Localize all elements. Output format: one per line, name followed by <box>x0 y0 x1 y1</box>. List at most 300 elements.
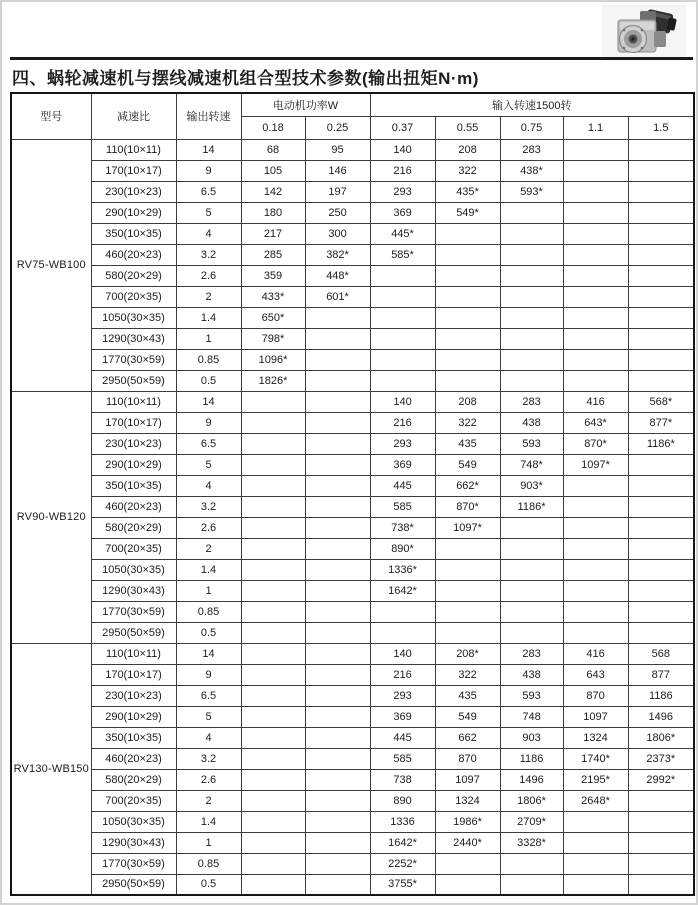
table-row <box>11 202 694 223</box>
torque-value-cell: 140 <box>370 391 435 412</box>
torque-value-cell <box>628 811 694 832</box>
ratio-cell: 460(20×23) <box>91 244 176 265</box>
torque-value-cell: 105 <box>241 160 305 181</box>
torque-value-cell <box>563 349 628 370</box>
torque-value-cell: 748 <box>500 706 563 727</box>
table-row <box>11 328 694 349</box>
torque-value-cell <box>628 517 694 538</box>
table-row <box>11 433 694 454</box>
torque-value-cell <box>241 538 305 559</box>
torque-value-cell <box>370 370 435 391</box>
torque-value-cell: 1336* <box>370 559 435 580</box>
table-row <box>11 244 694 265</box>
torque-value-cell <box>305 790 370 811</box>
output-speed-cell: 3.2 <box>176 496 241 517</box>
header-row-top <box>11 93 694 116</box>
torque-value-cell <box>500 853 563 874</box>
torque-value-cell <box>305 412 370 433</box>
torque-value-cell: 438* <box>500 160 563 181</box>
torque-value-cell: 438 <box>500 412 563 433</box>
output-speed-cell: 9 <box>176 412 241 433</box>
torque-value-cell <box>563 139 628 160</box>
torque-value-cell <box>241 517 305 538</box>
header-input-speed: 输入转速1500转 <box>370 93 694 116</box>
torque-value-cell <box>500 601 563 622</box>
torque-value-cell <box>628 286 694 307</box>
torque-value-cell <box>563 622 628 643</box>
torque-value-cell <box>563 370 628 391</box>
torque-value-cell <box>628 328 694 349</box>
torque-value-cell: 662 <box>435 727 500 748</box>
output-speed-cell: 6.5 <box>176 433 241 454</box>
torque-value-cell: 738* <box>370 517 435 538</box>
ratio-cell: 580(20×29) <box>91 265 176 286</box>
torque-value-cell <box>305 727 370 748</box>
torque-value-cell <box>241 475 305 496</box>
torque-value-cell: 877 <box>628 664 694 685</box>
table-row <box>11 580 694 601</box>
torque-value-cell <box>305 748 370 769</box>
torque-value-cell <box>563 475 628 496</box>
ratio-cell: 290(10×29) <box>91 454 176 475</box>
torque-value-cell <box>563 160 628 181</box>
torque-value-cell <box>563 853 628 874</box>
ratio-cell: 290(10×29) <box>91 706 176 727</box>
torque-value-cell <box>305 559 370 580</box>
torque-value-cell <box>500 538 563 559</box>
torque-value-cell <box>435 853 500 874</box>
table-row <box>11 706 694 727</box>
ratio-cell: 230(10×23) <box>91 433 176 454</box>
output-speed-cell: 1 <box>176 328 241 349</box>
model-cell: RV90-WB120 <box>11 391 91 643</box>
output-speed-cell: 0.85 <box>176 853 241 874</box>
torque-value-cell <box>305 433 370 454</box>
torque-value-cell <box>500 874 563 895</box>
torque-value-cell: 445* <box>370 223 435 244</box>
torque-value-cell <box>241 580 305 601</box>
torque-value-cell <box>563 202 628 223</box>
torque-value-cell <box>305 370 370 391</box>
torque-value-cell: 180 <box>241 202 305 223</box>
torque-value-cell: 549* <box>435 202 500 223</box>
torque-value-cell: 549 <box>435 706 500 727</box>
ratio-cell: 1770(30×59) <box>91 853 176 874</box>
torque-value-cell <box>370 349 435 370</box>
torque-value-cell <box>628 601 694 622</box>
torque-value-cell: 216 <box>370 412 435 433</box>
torque-value-cell <box>563 223 628 244</box>
top-rule-divider <box>10 57 693 60</box>
torque-value-cell <box>563 265 628 286</box>
torque-value-cell: 870 <box>435 748 500 769</box>
torque-value-cell <box>563 811 628 832</box>
output-speed-cell: 9 <box>176 160 241 181</box>
header-power-col: 1.5 <box>628 116 694 139</box>
output-speed-cell: 3.2 <box>176 748 241 769</box>
table-header <box>11 93 694 139</box>
torque-value-cell: 2648* <box>563 790 628 811</box>
torque-value-cell <box>241 874 305 895</box>
torque-value-cell: 438 <box>500 664 563 685</box>
torque-value-cell <box>500 370 563 391</box>
ratio-cell: 580(20×29) <box>91 517 176 538</box>
torque-value-cell <box>435 223 500 244</box>
torque-value-cell <box>563 181 628 202</box>
torque-value-cell: 593* <box>500 181 563 202</box>
torque-value-cell <box>435 265 500 286</box>
model-group <box>11 139 694 391</box>
output-speed-cell: 4 <box>176 727 241 748</box>
torque-value-cell: 285 <box>241 244 305 265</box>
torque-value-cell <box>305 874 370 895</box>
torque-value-cell: 585* <box>370 244 435 265</box>
table-row <box>11 811 694 832</box>
output-speed-cell: 2.6 <box>176 265 241 286</box>
torque-value-cell <box>241 685 305 706</box>
torque-value-cell <box>241 748 305 769</box>
output-speed-cell: 5 <box>176 202 241 223</box>
torque-value-cell <box>241 601 305 622</box>
header-ratio: 减速比 <box>91 93 176 139</box>
table-row <box>11 664 694 685</box>
torque-value-cell: 1642* <box>370 832 435 853</box>
torque-value-cell <box>305 454 370 475</box>
torque-value-cell: 1097* <box>563 454 628 475</box>
output-speed-cell: 2.6 <box>176 517 241 538</box>
torque-value-cell: 322 <box>435 664 500 685</box>
torque-value-cell: 369 <box>370 706 435 727</box>
table-row <box>11 475 694 496</box>
header-power-col: 0.55 <box>435 116 500 139</box>
torque-value-cell <box>628 307 694 328</box>
torque-value-cell: 68 <box>241 139 305 160</box>
torque-value-cell <box>628 853 694 874</box>
torque-value-cell: 1496 <box>500 769 563 790</box>
torque-value-cell: 142 <box>241 181 305 202</box>
output-speed-cell: 3.2 <box>176 244 241 265</box>
torque-value-cell <box>241 664 305 685</box>
table-row <box>11 832 694 853</box>
torque-value-cell: 1097* <box>435 517 500 538</box>
table-row <box>11 685 694 706</box>
torque-value-cell <box>500 580 563 601</box>
ratio-cell: 170(10×17) <box>91 160 176 181</box>
torque-value-cell: 283 <box>500 391 563 412</box>
torque-value-cell <box>500 223 563 244</box>
torque-value-cell: 593 <box>500 685 563 706</box>
ratio-cell: 700(20×35) <box>91 538 176 559</box>
torque-value-cell: 1186* <box>500 496 563 517</box>
torque-value-cell: 870 <box>563 685 628 706</box>
torque-value-cell: 870* <box>435 496 500 517</box>
torque-value-cell: 3755* <box>370 874 435 895</box>
torque-value-cell <box>305 664 370 685</box>
table-row <box>11 412 694 433</box>
torque-value-cell <box>628 475 694 496</box>
torque-value-cell <box>563 580 628 601</box>
table-row <box>11 307 694 328</box>
torque-value-cell: 643* <box>563 412 628 433</box>
torque-value-cell: 322 <box>435 412 500 433</box>
ratio-cell: 110(10×11) <box>91 643 176 664</box>
torque-value-cell <box>305 853 370 874</box>
torque-value-cell: 208* <box>435 643 500 664</box>
torque-value-cell <box>435 307 500 328</box>
torque-value-cell: 890* <box>370 538 435 559</box>
torque-value-cell <box>435 244 500 265</box>
torque-value-cell <box>305 832 370 853</box>
torque-value-cell: 585 <box>370 748 435 769</box>
torque-value-cell: 2440* <box>435 832 500 853</box>
ratio-cell: 230(10×23) <box>91 181 176 202</box>
model-cell: RV75-WB100 <box>11 139 91 391</box>
torque-value-cell <box>305 685 370 706</box>
torque-value-cell: 1186* <box>628 433 694 454</box>
torque-value-cell: 662* <box>435 475 500 496</box>
torque-value-cell: 217 <box>241 223 305 244</box>
table-row <box>11 265 694 286</box>
torque-value-cell: 293 <box>370 685 435 706</box>
ratio-cell: 1050(30×35) <box>91 307 176 328</box>
torque-value-cell: 1496 <box>628 706 694 727</box>
torque-value-cell: 1986* <box>435 811 500 832</box>
torque-value-cell <box>435 601 500 622</box>
torque-value-cell <box>628 580 694 601</box>
torque-value-cell: 2252* <box>370 853 435 874</box>
torque-value-cell <box>563 601 628 622</box>
table-row <box>11 874 694 895</box>
torque-value-cell <box>563 538 628 559</box>
torque-value-cell <box>370 328 435 349</box>
torque-value-cell: 643 <box>563 664 628 685</box>
output-speed-cell: 0.5 <box>176 874 241 895</box>
table-row <box>11 790 694 811</box>
output-speed-cell: 14 <box>176 391 241 412</box>
output-speed-cell: 0.85 <box>176 601 241 622</box>
torque-value-cell: 448* <box>305 265 370 286</box>
torque-value-cell: 140 <box>370 139 435 160</box>
header-power-col: 0.18 <box>241 116 305 139</box>
ratio-cell: 170(10×17) <box>91 412 176 433</box>
torque-value-cell <box>628 832 694 853</box>
ratio-cell: 700(20×35) <box>91 790 176 811</box>
header-model: 型号 <box>11 93 91 139</box>
output-speed-cell: 5 <box>176 706 241 727</box>
torque-value-cell <box>563 286 628 307</box>
torque-value-cell <box>435 349 500 370</box>
torque-value-cell <box>628 202 694 223</box>
torque-value-cell <box>500 622 563 643</box>
torque-value-cell: 1806* <box>500 790 563 811</box>
output-speed-cell: 5 <box>176 454 241 475</box>
torque-value-cell <box>628 874 694 895</box>
torque-value-cell: 877* <box>628 412 694 433</box>
torque-value-cell: 2373* <box>628 748 694 769</box>
torque-value-cell: 433* <box>241 286 305 307</box>
torque-value-cell: 300 <box>305 223 370 244</box>
torque-value-cell <box>500 244 563 265</box>
torque-value-cell: 369 <box>370 202 435 223</box>
torque-value-cell: 1096* <box>241 349 305 370</box>
torque-value-cell: 283 <box>500 139 563 160</box>
torque-value-cell <box>305 328 370 349</box>
torque-value-cell: 1097 <box>435 769 500 790</box>
torque-value-cell: 738 <box>370 769 435 790</box>
torque-value-cell <box>628 454 694 475</box>
torque-value-cell <box>563 496 628 517</box>
torque-value-cell: 435 <box>435 685 500 706</box>
torque-value-cell: 293 <box>370 433 435 454</box>
torque-value-cell <box>241 433 305 454</box>
header-output-speed: 输出转速 <box>176 93 241 139</box>
torque-value-cell <box>241 643 305 664</box>
torque-value-cell: 593 <box>500 433 563 454</box>
torque-value-cell <box>241 454 305 475</box>
torque-value-cell <box>435 286 500 307</box>
torque-value-cell: 585 <box>370 496 435 517</box>
torque-value-cell: 1826* <box>241 370 305 391</box>
table-row <box>11 223 694 244</box>
header-power-col: 1.1 <box>563 116 628 139</box>
torque-value-cell <box>500 286 563 307</box>
ratio-cell: 350(10×35) <box>91 727 176 748</box>
ratio-cell: 230(10×23) <box>91 685 176 706</box>
torque-value-cell: 369 <box>370 454 435 475</box>
torque-value-cell: 293 <box>370 181 435 202</box>
torque-value-cell <box>370 601 435 622</box>
torque-value-cell: 1336 <box>370 811 435 832</box>
torque-value-cell <box>305 496 370 517</box>
torque-value-cell <box>500 265 563 286</box>
torque-value-cell: 748* <box>500 454 563 475</box>
ratio-cell: 460(20×23) <box>91 496 176 517</box>
torque-value-cell: 283 <box>500 643 563 664</box>
torque-value-cell <box>628 244 694 265</box>
torque-value-cell <box>241 391 305 412</box>
torque-value-cell <box>241 622 305 643</box>
output-speed-cell: 0.5 <box>176 370 241 391</box>
torque-value-cell <box>241 706 305 727</box>
torque-value-cell: 890 <box>370 790 435 811</box>
table-row <box>11 517 694 538</box>
table-row <box>11 622 694 643</box>
ratio-cell: 1290(30×43) <box>91 580 176 601</box>
torque-value-cell: 1186 <box>628 685 694 706</box>
torque-value-cell <box>628 622 694 643</box>
torque-value-cell <box>305 538 370 559</box>
output-speed-cell: 14 <box>176 643 241 664</box>
torque-value-cell <box>241 559 305 580</box>
torque-value-cell <box>628 559 694 580</box>
table-row <box>11 286 694 307</box>
output-speed-cell: 4 <box>176 475 241 496</box>
torque-value-cell: 146 <box>305 160 370 181</box>
ratio-cell: 290(10×29) <box>91 202 176 223</box>
torque-value-cell <box>241 853 305 874</box>
page-title: 四、蜗轮减速机与摆线减速机组合型技术参数(输出扭矩N·m) <box>12 69 479 88</box>
ratio-cell: 1050(30×35) <box>91 811 176 832</box>
torque-value-cell <box>435 559 500 580</box>
torque-value-cell <box>370 307 435 328</box>
torque-value-cell: 216 <box>370 160 435 181</box>
torque-value-cell <box>628 790 694 811</box>
header-power-col: 0.25 <box>305 116 370 139</box>
torque-value-cell <box>628 349 694 370</box>
torque-value-cell <box>628 181 694 202</box>
model-group <box>11 643 694 895</box>
table-row <box>11 454 694 475</box>
output-speed-cell: 2 <box>176 286 241 307</box>
torque-value-cell: 322 <box>435 160 500 181</box>
torque-value-cell <box>305 475 370 496</box>
torque-value-cell <box>500 307 563 328</box>
torque-value-cell <box>563 832 628 853</box>
output-speed-cell: 2.6 <box>176 769 241 790</box>
torque-value-cell <box>435 370 500 391</box>
torque-value-cell <box>563 307 628 328</box>
ratio-cell: 170(10×17) <box>91 664 176 685</box>
ratio-cell: 1290(30×43) <box>91 832 176 853</box>
torque-value-cell <box>305 601 370 622</box>
torque-value-cell <box>435 622 500 643</box>
ratio-cell: 110(10×11) <box>91 139 176 160</box>
torque-value-cell: 140 <box>370 643 435 664</box>
table-row <box>11 160 694 181</box>
torque-value-cell <box>241 811 305 832</box>
table-row <box>11 769 694 790</box>
output-speed-cell: 1 <box>176 580 241 601</box>
ratio-cell: 2950(50×59) <box>91 874 176 895</box>
parameters-table <box>10 92 695 896</box>
torque-value-cell: 650* <box>241 307 305 328</box>
torque-value-cell <box>628 139 694 160</box>
table-row <box>11 559 694 580</box>
torque-value-cell <box>500 349 563 370</box>
torque-value-cell <box>628 496 694 517</box>
output-speed-cell: 6.5 <box>176 685 241 706</box>
torque-value-cell: 95 <box>305 139 370 160</box>
torque-value-cell <box>435 538 500 559</box>
torque-value-cell: 903 <box>500 727 563 748</box>
ratio-cell: 2950(50×59) <box>91 370 176 391</box>
table-row <box>11 181 694 202</box>
torque-value-cell <box>500 559 563 580</box>
torque-value-cell <box>628 370 694 391</box>
torque-value-cell <box>435 580 500 601</box>
ratio-cell: 580(20×29) <box>91 769 176 790</box>
table-row <box>11 496 694 517</box>
torque-value-cell: 445 <box>370 727 435 748</box>
output-speed-cell: 14 <box>176 139 241 160</box>
torque-value-cell <box>435 874 500 895</box>
torque-value-cell: 1324 <box>435 790 500 811</box>
torque-value-cell: 601* <box>305 286 370 307</box>
torque-value-cell: 798* <box>241 328 305 349</box>
output-speed-cell: 2 <box>176 538 241 559</box>
torque-value-cell <box>305 622 370 643</box>
torque-value-cell: 2709* <box>500 811 563 832</box>
torque-value-cell <box>305 517 370 538</box>
torque-value-cell <box>500 517 563 538</box>
torque-value-cell: 1186 <box>500 748 563 769</box>
table-row <box>11 391 694 412</box>
torque-value-cell <box>305 307 370 328</box>
output-speed-cell: 1.4 <box>176 559 241 580</box>
ratio-cell: 1290(30×43) <box>91 328 176 349</box>
table-row <box>11 349 694 370</box>
torque-value-cell: 445 <box>370 475 435 496</box>
